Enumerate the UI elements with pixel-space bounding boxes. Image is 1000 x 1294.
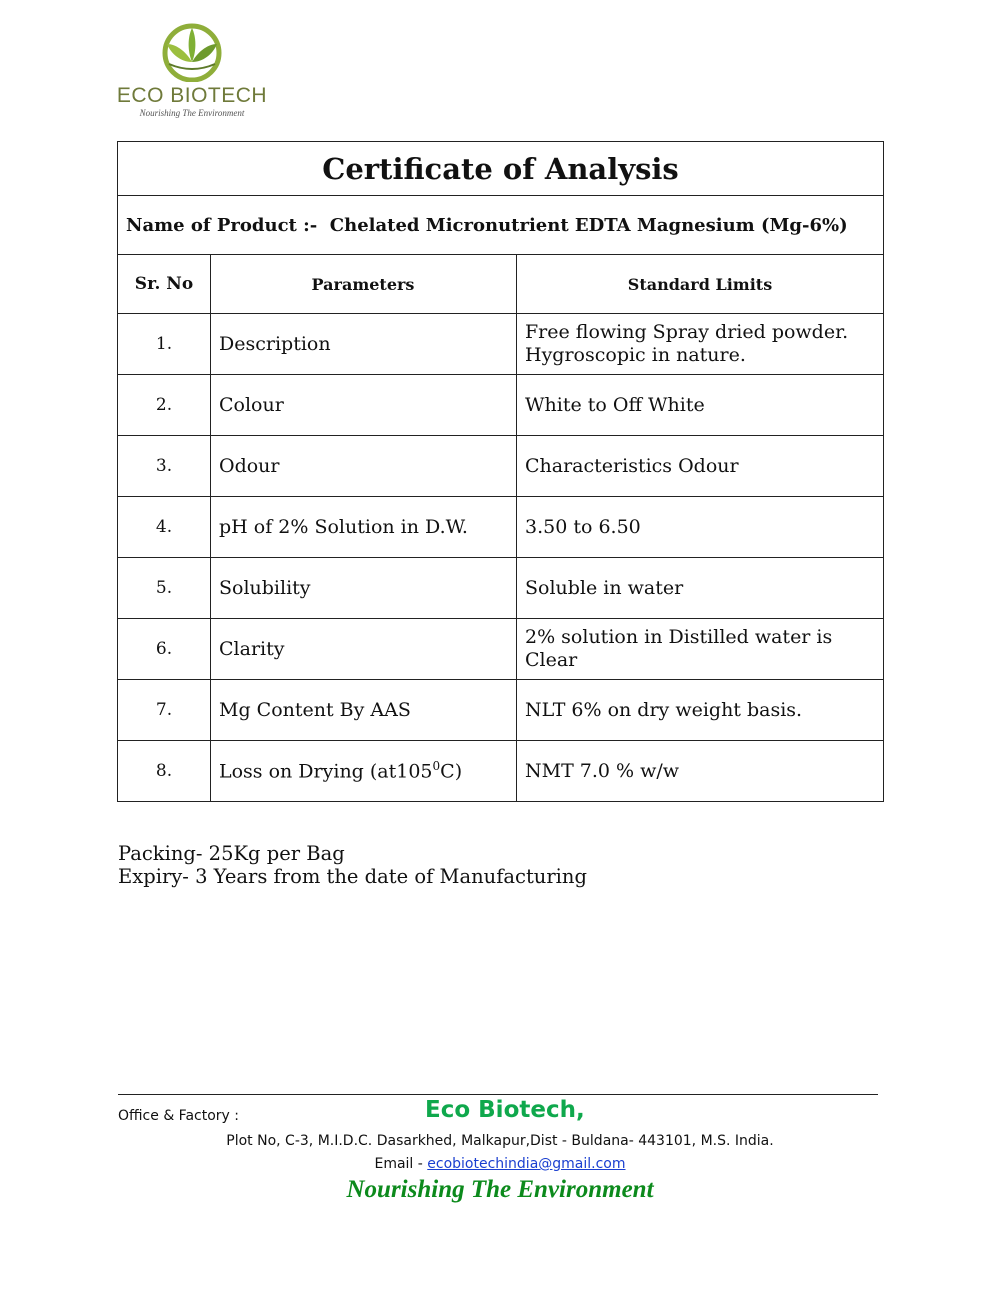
- limit-cell: NLT 6% on dry weight basis.: [517, 680, 884, 741]
- table-row: [118, 741, 884, 802]
- sr-no-cell: 6.: [118, 619, 211, 680]
- limit-line: Clear: [525, 649, 578, 671]
- packing-line: Packing- 25Kg per Bag: [118, 842, 345, 865]
- limit-cell: Soluble in water: [517, 558, 884, 619]
- product-name: Chelated Micronutrient EDTA Magnesium (Mg-6%): [329, 214, 848, 236]
- parameter-cell: Clarity: [211, 619, 517, 680]
- sr-no-cell: 2.: [118, 375, 211, 436]
- header-parameters: Parameters: [211, 255, 517, 314]
- parameter-cell: pH of 2% Solution in D.W.: [211, 497, 517, 558]
- parameter-cell: [211, 741, 517, 802]
- table-row: [118, 619, 884, 680]
- product-name-row: [118, 196, 884, 255]
- footer-slogan: Nourishing The Environment: [346, 1176, 654, 1203]
- limit-cell: Characteristics Odour: [517, 436, 884, 497]
- email-line: [0, 1156, 1000, 1172]
- sr-no-cell: 3.: [118, 436, 211, 497]
- footer-divider: [118, 1094, 878, 1095]
- sr-no-cell: 8.: [118, 741, 211, 802]
- limit-cell: NMT 7.0 % w/w: [517, 741, 884, 802]
- limit-line: 2% solution in Distilled water is: [525, 626, 833, 648]
- limit-cell: [517, 619, 884, 680]
- sr-no-cell: 5.: [118, 558, 211, 619]
- parameter-text: Loss on Drying (at105: [219, 760, 433, 783]
- product-label: Name of Product :-: [126, 214, 318, 236]
- table-row: [118, 375, 884, 436]
- limit-cell: [517, 314, 884, 375]
- parameter-cell: Odour: [211, 436, 517, 497]
- sr-no-cell: 1.: [118, 314, 211, 375]
- parameter-cell: Description: [211, 314, 517, 375]
- header-sr-no: Sr. No: [118, 255, 211, 314]
- parameter-cell: Solubility: [211, 558, 517, 619]
- company-logo: [112, 22, 272, 122]
- email-label: Email -: [374, 1156, 428, 1172]
- expiry-line: Expiry- 3 Years from the date of Manufacturing: [118, 865, 587, 888]
- sr-no-cell: 4.: [118, 497, 211, 558]
- table-row: [118, 680, 884, 741]
- limit-line: Hygroscopic in nature.: [525, 344, 746, 366]
- certificate-title: Certificate of Analysis: [118, 142, 884, 196]
- degree-superscript: 0: [432, 759, 441, 774]
- parameter-cell: Colour: [211, 375, 517, 436]
- logo-tagline: Nourishing The Environment: [139, 108, 245, 118]
- table-row: [118, 314, 884, 375]
- table-row: [118, 558, 884, 619]
- table-row: [118, 436, 884, 497]
- leaf-logo-icon: [155, 22, 229, 82]
- table-row: [118, 497, 884, 558]
- limit-cell: White to Off White: [517, 375, 884, 436]
- logo-name: ECO BIOTECH: [116, 84, 268, 107]
- sr-no-cell: 7.: [118, 680, 211, 741]
- analysis-table: [117, 141, 884, 802]
- limit-cell: 3.50 to 6.50: [517, 497, 884, 558]
- limit-line: Free flowing Spray dried powder.: [525, 321, 849, 343]
- header-standard-limits: Standard Limits: [517, 255, 884, 314]
- packing-info: [118, 842, 587, 888]
- email-link[interactable]: ecobiotechindia@gmail.com: [427, 1156, 626, 1172]
- company-address: Plot No, C-3, M.I.D.C. Dasarkhed, Malkapur,Dist - Buldana- 443101, M.S. India.: [226, 1133, 774, 1149]
- office-label: Office & Factory :: [118, 1108, 239, 1124]
- parameter-cell: Mg Content By AAS: [211, 680, 517, 741]
- company-name: Eco Biotech,: [425, 1097, 585, 1123]
- parameter-text-suffix: C): [440, 760, 463, 783]
